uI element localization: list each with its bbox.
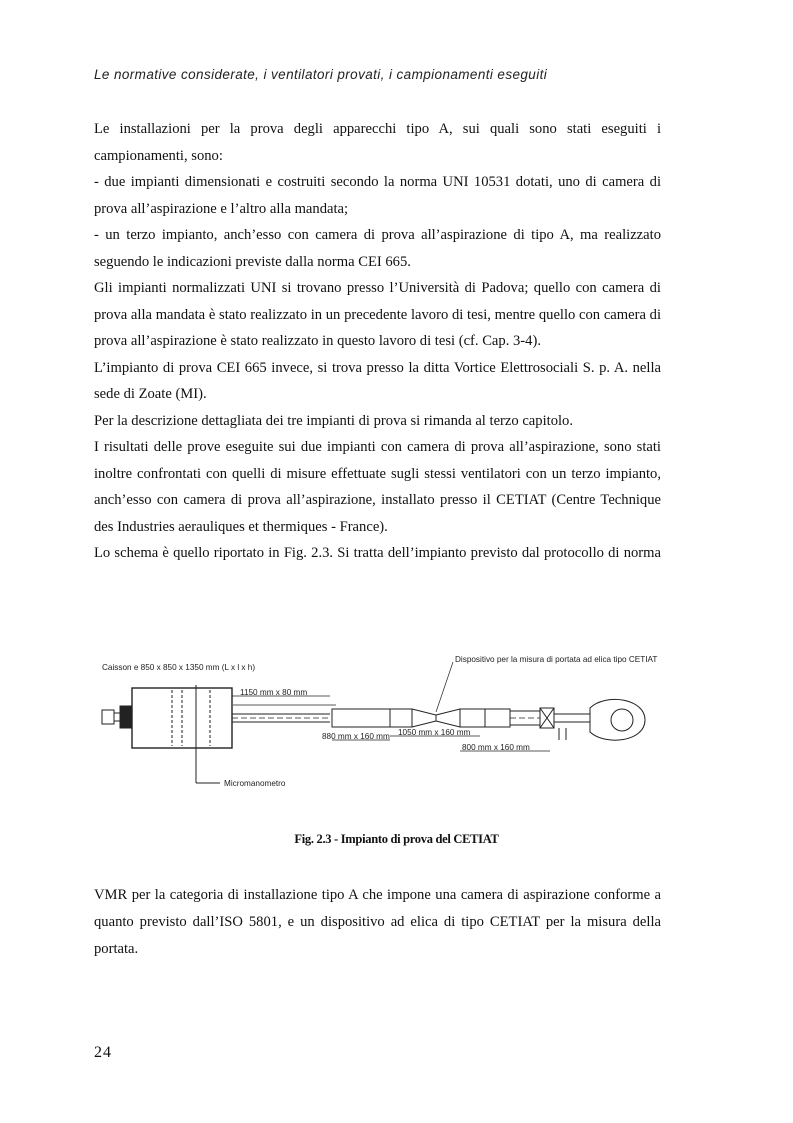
duct4-label: 800 mm x 160 mm xyxy=(462,743,530,752)
cetiat-test-rig-figure xyxy=(100,648,660,798)
left-fan-flange xyxy=(120,706,132,728)
paragraph: Gli impianti normalizzati UNI si trovano presso l’Università di Padova; quello con camera di prova alla mandata è stato realizzato in un precedente lavoro di tesi, mentre quello con camera di prova all’aspirazione è stato realizzato in questo lavoro di tesi (cf. Cap. 3-4). xyxy=(94,280,661,349)
device-label: Dispositivo per la misura di portata ad elica tipo CETIAT xyxy=(455,655,658,664)
body-text-continued xyxy=(94,882,661,963)
body-text xyxy=(94,116,661,567)
micromanometer-label: Micromanometro xyxy=(224,779,286,788)
paragraph: I risultati delle prove eseguite sui due impianti con camera di prova all’aspirazione, sono stati inoltre confrontati con quelli di misure effettuate sugli stessi ventilatori con un terzo impianto, anch’esso con camera di prova all’aspirazione, installato presso il CETIAT (Centre Technique des Industries aerauliques et thermiques - France). xyxy=(94,439,661,535)
paragraph: Le installazioni per la prova degli apparecchi tipo A, sui quali sono stati eseguiti i campionamenti, sono: xyxy=(94,121,661,164)
exhaust-fan xyxy=(590,699,645,740)
paragraph: Lo schema è quello riportato in Fig. 2.3. Si tratta dell’impianto previsto dal protocollo di norma xyxy=(94,545,661,561)
fan-rotor xyxy=(611,709,633,731)
chamber-label: Caisson e 850 x 850 x 1350 mm (L x l x h) xyxy=(102,663,256,672)
venturi-inlet xyxy=(412,709,436,727)
test-rig-diagram xyxy=(100,648,660,798)
paragraph: - due impianti dimensionati e costruiti secondo la norma UNI 10531 dotati, uno di camera di prova all’aspirazione e l’altro alla mandata; xyxy=(94,174,661,217)
running-header: Le normative considerate, i ventilatori provati, i campionamenti eseguiti xyxy=(94,67,548,82)
figure-caption: Fig. 2.3 - Impianto di prova del CETIAT xyxy=(294,832,499,846)
duct-section-1 xyxy=(332,709,412,727)
duct3-label: 1050 mm x 160 mm xyxy=(398,728,471,737)
paragraph: L’impianto di prova CEI 665 invece, si trova presso la ditta Vortice Elettrosociali S. p. A. nella sede di Zoate (MI). xyxy=(94,359,661,402)
paragraph: - un terzo impianto, anch’esso con camera di prova all’aspirazione di tipo A, ma realizzato seguendo le indicazioni previste dalla norma CEI 665. xyxy=(94,227,661,270)
left-fan-unit xyxy=(102,710,114,724)
paragraph: Per la descrizione dettagliata dei tre impianti di prova si rimanda al terzo capitolo. xyxy=(94,412,573,429)
duct1-label: 1150 mm x 80 mm xyxy=(240,688,308,697)
page-number: 24 xyxy=(94,1044,112,1061)
paragraph: VMR per la categoria di installazione tipo A che impone una camera di aspirazione conforme a quanto previsto dall’ISO 5801, e un dispositivo ad elica di tipo CETIAT per la misura della portata. xyxy=(94,887,661,957)
duct2-label: 880 mm x 160 mm xyxy=(322,732,390,741)
